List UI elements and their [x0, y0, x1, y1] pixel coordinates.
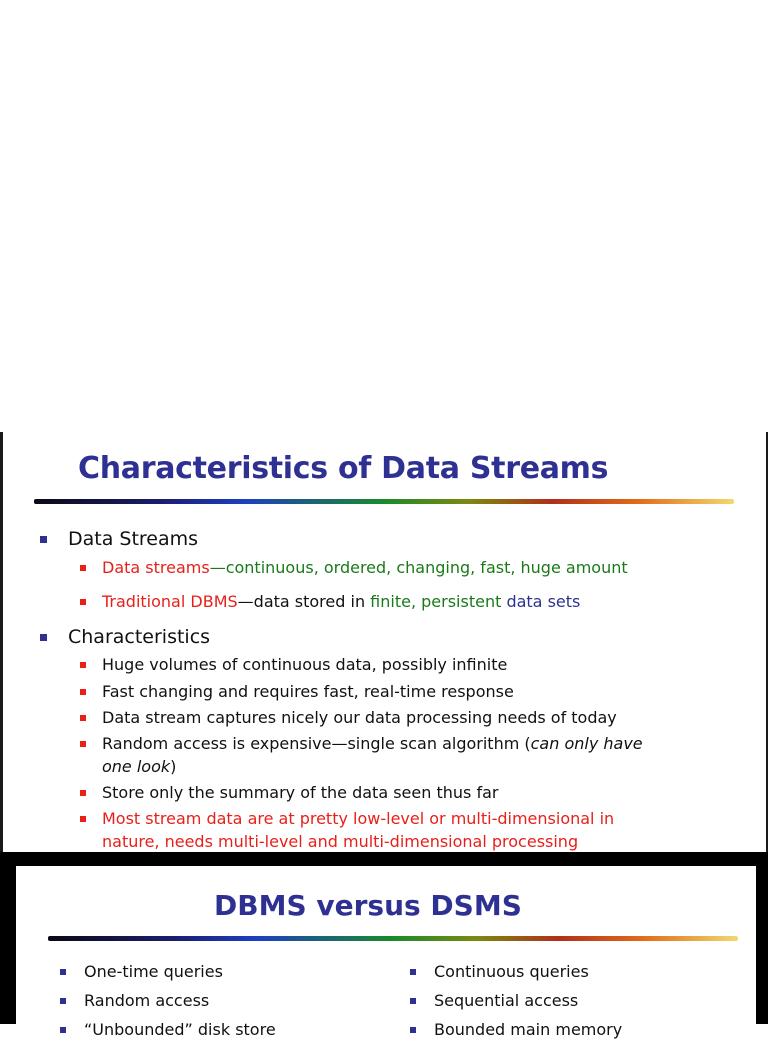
list-item	[102, 807, 614, 853]
slide-page	[16, 866, 756, 1038]
bullet-square-icon	[80, 565, 86, 571]
list-item-text: Store only the summary of the data seen thus far	[102, 783, 499, 802]
list-item	[102, 653, 507, 676]
list-item-data-streams	[102, 556, 628, 579]
list-item-text: Data stream captures nicely our data processing needs of today	[102, 708, 617, 727]
bullet-square-icon	[40, 634, 47, 641]
list-item-dbms	[84, 962, 223, 981]
bullet-square-icon	[40, 536, 47, 543]
term: Traditional DBMS	[102, 592, 238, 611]
highlight: data sets	[501, 592, 581, 611]
list-item	[102, 680, 514, 703]
list-item-text: Bounded main memory	[434, 1020, 623, 1039]
bullet-square-icon	[80, 741, 86, 747]
list-item-text: Continuous queries	[434, 962, 589, 981]
list-item-text: Random access	[84, 991, 210, 1010]
bullet-square-icon	[410, 998, 416, 1004]
section-heading-text: Characteristics	[68, 626, 211, 648]
bullet-square-icon	[80, 662, 86, 668]
blank-area	[0, 0, 768, 432]
title-divider	[48, 936, 738, 941]
slide-title: DBMS versus DSMS	[214, 889, 522, 922]
list-item-text: nature, needs multi-level and multi-dimensional processing	[102, 832, 579, 851]
list-item-text: “Unbounded” disk store	[84, 1020, 276, 1039]
bullet-square-icon	[80, 689, 86, 695]
list-item-text: )	[170, 757, 177, 776]
bullet-square-icon	[80, 790, 86, 796]
bullet-square-icon	[60, 969, 66, 975]
list-item	[102, 781, 498, 804]
list-item	[102, 732, 643, 778]
bullet-square-icon	[80, 599, 86, 605]
emphasis-text: one look	[102, 757, 171, 776]
highlight: finite, persistent	[370, 592, 502, 611]
list-item-text: Most stream data are at pretty low-level or multi-dimensional in	[102, 809, 615, 828]
list-item-dsms	[434, 962, 589, 981]
bullet-square-icon	[410, 969, 416, 975]
list-item	[102, 706, 617, 729]
bullet-square-icon	[410, 1027, 416, 1033]
slide-border-left	[0, 432, 3, 852]
list-item-text: Random access is expensive—single scan algorithm (	[102, 734, 531, 753]
title-divider	[34, 499, 734, 504]
list-item-dbms	[84, 991, 209, 1010]
bullet-square-icon	[80, 816, 86, 822]
list-item-traditional-dbms	[102, 590, 580, 613]
slide-dbms-vs-dsms	[0, 852, 768, 1039]
list-item-dsms	[434, 991, 578, 1010]
list-item-dbms	[84, 1020, 276, 1039]
definition: —continuous, ordered, changing, fast, huge amount	[209, 558, 628, 577]
term: Data streams	[102, 558, 210, 577]
list-item-dsms	[434, 1020, 622, 1039]
bullet-square-icon	[60, 1027, 66, 1033]
bullet-square-icon	[60, 998, 66, 1004]
section-heading-data-streams	[68, 528, 198, 550]
bullet-square-icon	[80, 715, 86, 721]
list-item-text: Huge volumes of continuous data, possibly infinite	[102, 655, 508, 674]
slide-title: Characteristics of Data Streams	[78, 451, 609, 486]
list-item-text: Fast changing and requires fast, real-time response	[102, 682, 514, 701]
section-heading-text: Data Streams	[68, 528, 199, 550]
definition: —data stored in	[237, 592, 371, 611]
section-heading-characteristics	[68, 626, 210, 648]
emphasis-text: can only have	[530, 734, 643, 753]
list-item-text: Sequential access	[434, 991, 579, 1010]
list-item-text: One-time queries	[84, 962, 223, 981]
slide-characteristics	[0, 432, 768, 852]
